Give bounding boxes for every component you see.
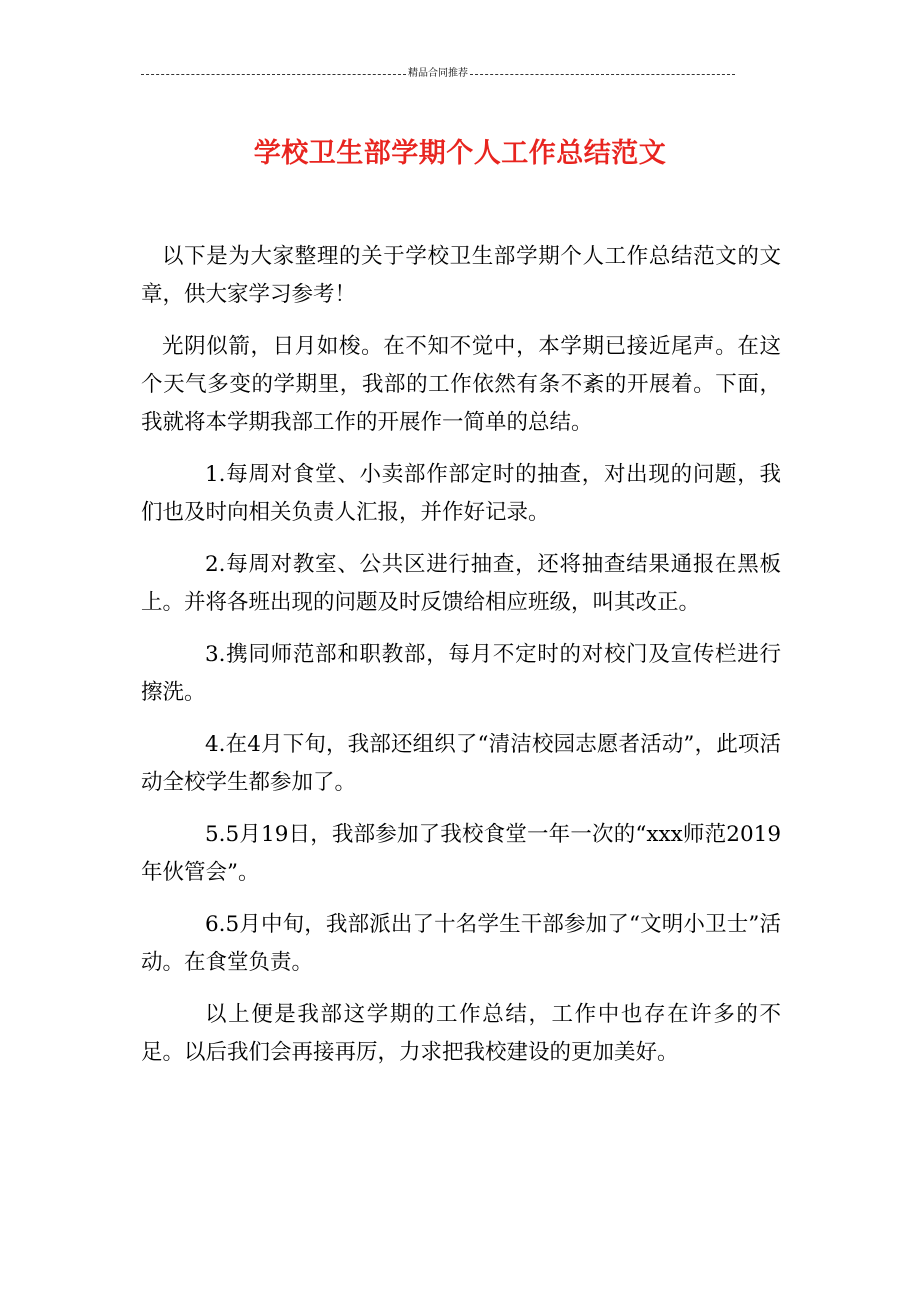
paragraph-item-1: 1.每周对食堂、小卖部作部定时的抽查，对出现的问题，我们也及时向相关负责人汇报，并作好记录。 (141, 462, 781, 525)
document-title: 学校卫生部学期个人工作总结范文 (253, 138, 667, 170)
paragraph-item-5: 5.5月19日，我部参加了我校食堂一年一次的“xxx师范2019年伙管会”。 (141, 822, 781, 885)
paragraph-item-6: 6.5月中旬，我部派出了十名学生干部参加了“文明小卫士”活动。在食堂负责。 (141, 912, 781, 975)
paragraph-item-2: 2.每周对教室、公共区进行抽查，还将抽查结果通报在黑板上。并将各班出现的问题及时反馈给相应班级，叫其改正。 (141, 552, 781, 615)
document-body (141, 238, 781, 1086)
header-dashes-left (141, 74, 406, 75)
paragraph-item-3: 3.携同师范部和职教部，每月不定时的对校门及宣传栏进行擦洗。 (141, 642, 781, 705)
paragraph-intro: 以下是为大家整理的关于学校卫生部学期个人工作总结范文的文章，供大家学习参考！ (141, 244, 781, 307)
page-header (141, 66, 735, 82)
header-dashes-right (470, 74, 735, 75)
paragraph-conclusion: 以上便是我部这学期的工作总结，工作中也存在许多的不足。以后我们会再接再厉，力求把我校建设的更加美好。 (141, 1002, 781, 1065)
paragraph-item-4: 4.在4月下旬，我部还组织了“清洁校园志愿者活动”，此项活动全校学生都参加了。 (141, 732, 781, 795)
paragraph-opening: 光阴似箭，日月如梭。在不知不觉中，本学期已接近尾声。在这个天气多变的学期里，我部的工作依然有条不紊的开展着。下面，我就将本学期我部工作的开展作一简单的总结。 (141, 334, 781, 435)
header-text: 精品合同推荐 (408, 68, 468, 79)
